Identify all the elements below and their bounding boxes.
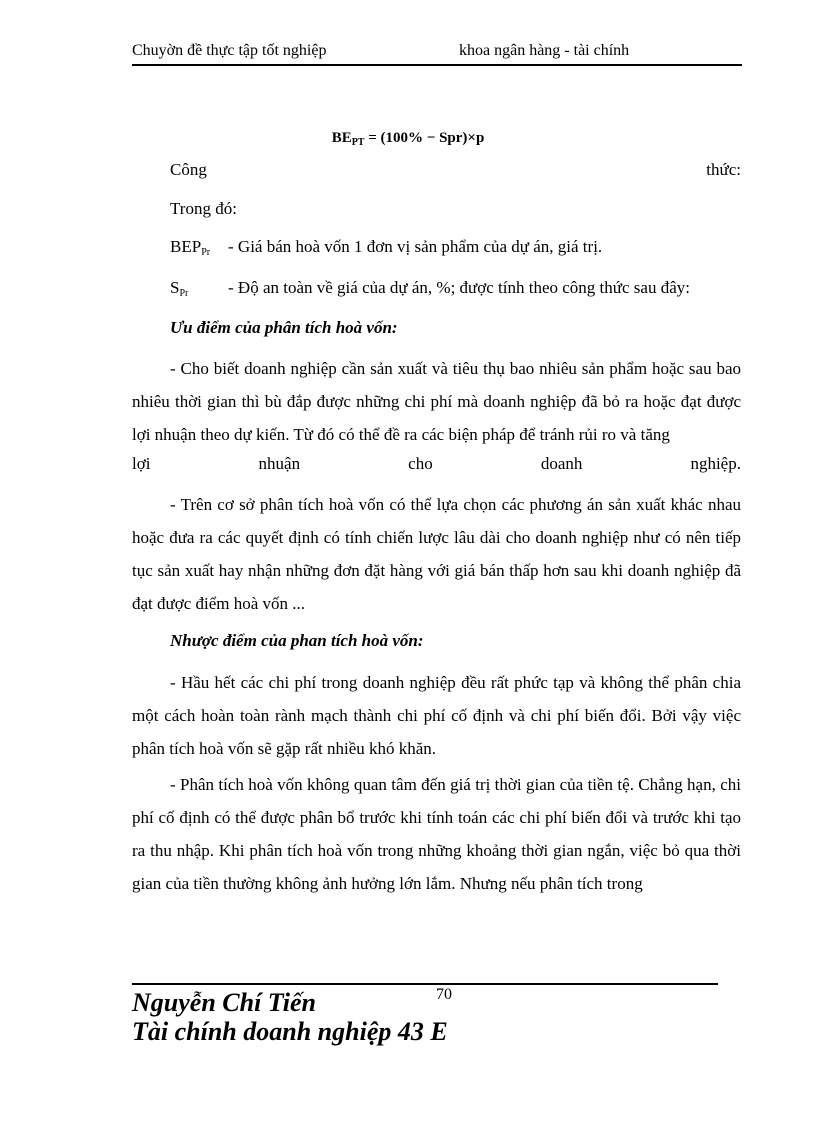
word: nhuận bbox=[258, 454, 301, 473]
definition-text: - Giá bán hoà vốn 1 đơn vị sản phẩm của dự án, giá trị. bbox=[228, 237, 603, 256]
word: nghiệp. bbox=[690, 454, 741, 473]
footer-author: Nguyễn Chí Tiến bbox=[132, 988, 316, 1017]
where-label: Trong đó: bbox=[170, 199, 237, 218]
definition-symbol-sub: Pr bbox=[201, 247, 211, 258]
disadvantages-paragraph-1: - Hầu hết các chi phí trong doanh nghiệp đều rất phức tạp và không thể phân chia một cách hoàn toàn rành mạch thành chi phí cố định và chi phí biến đổi. Bởi vậy việc phân tích hoà vốn sẽ gặp rất nhiều khó khăn. bbox=[132, 673, 741, 758]
definition-bep bbox=[170, 237, 603, 258]
formula-lhs: BE bbox=[331, 130, 352, 146]
word: cho bbox=[408, 454, 433, 473]
formula-intro-left: Công bbox=[170, 160, 207, 179]
formula-intro-right: thức: bbox=[706, 160, 741, 179]
definition-symbol-sub: Pr bbox=[179, 288, 189, 299]
definition-symbol: S bbox=[170, 278, 180, 297]
page-number: 70 bbox=[436, 986, 452, 1003]
formula bbox=[0, 130, 816, 148]
disadvantages-paragraph-2: - Phân tích hoà vốn không quan tâm đến giá trị thời gian của tiền tệ. Chẳng hạn, chi phí cố định có thể được phân bổ trước khi tính toán các chi phí biến đổi và trước khi tạo ra thu nhập. Khi phân tích hoà vốn trong những khoảng thời gian ngắn, việc bỏ qua thời gian của tiền thường không ảnh hưởng lớn lắm. Nhưng nếu phân tích trong bbox=[132, 775, 741, 893]
disadvantages-heading: Nhược điểm của phan tích hoà vốn: bbox=[170, 631, 424, 650]
header-right: khoa ngân hàng - tài chính bbox=[459, 42, 630, 59]
word: lợi bbox=[132, 454, 151, 473]
definition-symbol: BEP bbox=[170, 237, 202, 256]
page-header bbox=[132, 40, 742, 66]
advantages-paragraph-2: - Trên cơ sở phân tích hoà vốn có thể lựa chọn các phương án sản xuất khác nhau hoặc đưa ra các quyết định có tính chiến lược lâu dài cho doanh nghiệp như có nên tiếp tục sản xuất hay nhận những đơn đặt hàng với giá bán thấp hơn sau khi doanh nghiệp đã đạt được điểm hoà vốn ... bbox=[132, 495, 741, 613]
formula-rhs: = (100% − Spr)×p bbox=[364, 130, 485, 146]
formula-lhs-sub: PT bbox=[351, 137, 365, 148]
formula-intro-line bbox=[132, 160, 741, 180]
word: doanh bbox=[540, 454, 583, 473]
footer-class: Tài chính doanh nghiệp 43 E bbox=[132, 1017, 448, 1046]
footer-rule bbox=[132, 983, 718, 985]
advantages-paragraph-1-last-line bbox=[132, 454, 741, 474]
definition-spr bbox=[170, 278, 690, 299]
definition-text: - Độ an toàn về giá của dự án, %; được tính theo công thức sau đây: bbox=[228, 278, 690, 297]
advantages-heading: Ưu điểm của phân tích hoà vốn: bbox=[170, 318, 398, 337]
advantages-paragraph-1: - Cho biết doanh nghiệp cần sản xuất và tiêu thụ bao nhiêu sản phẩm hoặc sau bao nhiêu thời gian thì bù đắp được những chi phí mà doanh nghiệp đã bỏ ra hoặc đạt được lợi nhuận theo dự kiến. Từ đó có thể đề ra các biện pháp để tránh rủi ro và tăng bbox=[132, 359, 741, 444]
header-left: Chuyờn đề thực tập tốt nghiệp bbox=[132, 42, 327, 59]
